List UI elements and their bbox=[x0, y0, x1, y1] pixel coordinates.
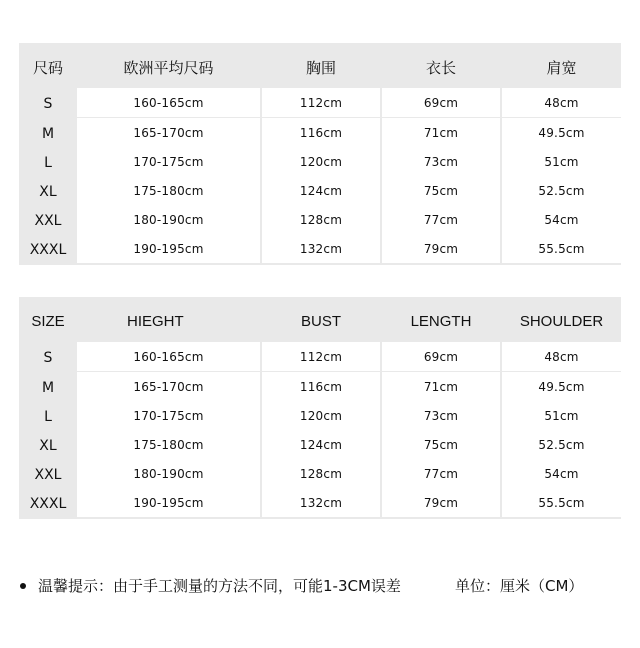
shoulder-cell: 48cm bbox=[502, 88, 621, 117]
length-cell: 77cm bbox=[382, 205, 500, 234]
table-row bbox=[19, 88, 621, 117]
size-label: M bbox=[41, 126, 55, 142]
bust-cell: 132cm bbox=[262, 488, 380, 517]
size-label: XL bbox=[39, 184, 57, 200]
height-cell: 160-165cm bbox=[77, 88, 260, 117]
size-table-english bbox=[19, 297, 621, 519]
bust-cell: 124cm bbox=[262, 176, 380, 205]
length-cell: 79cm bbox=[382, 234, 500, 263]
bust-cell: 128cm bbox=[262, 459, 380, 488]
bust-cell: 112cm bbox=[262, 342, 380, 371]
header-shoulder: SHOULDER bbox=[519, 313, 604, 330]
height-cell: 175-180cm bbox=[77, 430, 260, 459]
height-cell: 170-175cm bbox=[77, 147, 260, 176]
size-label: XXXL bbox=[29, 496, 67, 512]
bust-cell: 124cm bbox=[262, 430, 380, 459]
shoulder-cell: 52.5cm bbox=[502, 430, 621, 459]
length-cell: 71cm bbox=[382, 118, 500, 147]
shoulder-cell: 51cm bbox=[502, 401, 621, 430]
length-cell: 79cm bbox=[382, 488, 500, 517]
shoulder-cell: 51cm bbox=[502, 147, 621, 176]
shoulder-cell: 49.5cm bbox=[502, 372, 621, 401]
header-bust: 胸围 bbox=[305, 59, 336, 77]
header-length: LENGTH bbox=[410, 313, 472, 330]
length-cell: 77cm bbox=[382, 459, 500, 488]
table-row bbox=[19, 430, 621, 459]
bust-cell: 116cm bbox=[262, 372, 380, 401]
bust-cell: 128cm bbox=[262, 205, 380, 234]
table-row bbox=[19, 234, 621, 263]
bust-cell: 132cm bbox=[262, 234, 380, 263]
table-row bbox=[19, 488, 621, 517]
shoulder-cell: 48cm bbox=[502, 342, 621, 371]
shoulder-cell: 54cm bbox=[502, 459, 621, 488]
height-cell: 180-190cm bbox=[77, 205, 260, 234]
length-cell: 75cm bbox=[382, 176, 500, 205]
shoulder-cell: 55.5cm bbox=[502, 234, 621, 263]
size-label: XL bbox=[39, 438, 57, 454]
size-label: XXL bbox=[34, 213, 62, 229]
length-cell: 75cm bbox=[382, 430, 500, 459]
note-text: 温馨提示：由于手工测量的方法不同，可能1-3CM误差 bbox=[38, 577, 401, 595]
bullet-icon bbox=[20, 583, 26, 589]
height-cell: 165-170cm bbox=[77, 118, 260, 147]
length-cell: 73cm bbox=[382, 401, 500, 430]
unit-text: 单位：厘米（CM） bbox=[455, 577, 584, 595]
table-header bbox=[19, 43, 621, 85]
table-row bbox=[19, 459, 621, 488]
shoulder-cell: 54cm bbox=[502, 205, 621, 234]
length-cell: 69cm bbox=[382, 88, 500, 117]
table-row bbox=[19, 205, 621, 234]
length-cell: 69cm bbox=[382, 342, 500, 371]
size-label: XXL bbox=[34, 467, 62, 483]
header-height: 欧洲平均尺码 bbox=[123, 59, 214, 77]
table-row bbox=[19, 401, 621, 430]
table-row bbox=[19, 147, 621, 176]
header-size: 尺码 bbox=[32, 59, 63, 77]
header-bust: BUST bbox=[300, 313, 341, 330]
size-label: L bbox=[44, 409, 52, 425]
size-label: M bbox=[41, 380, 55, 396]
height-cell: 175-180cm bbox=[77, 176, 260, 205]
height-cell: 160-165cm bbox=[77, 342, 260, 371]
header-shoulder: 肩宽 bbox=[546, 59, 577, 77]
header-size: SIZE bbox=[31, 313, 65, 330]
height-cell: 190-195cm bbox=[77, 234, 260, 263]
shoulder-cell: 49.5cm bbox=[502, 118, 621, 147]
header-height: HIEGHT bbox=[127, 313, 184, 330]
table-row bbox=[19, 176, 621, 205]
height-cell: 165-170cm bbox=[77, 372, 260, 401]
length-cell: 73cm bbox=[382, 147, 500, 176]
height-cell: 180-190cm bbox=[77, 459, 260, 488]
bust-cell: 120cm bbox=[262, 147, 380, 176]
table-row bbox=[19, 118, 621, 147]
table-row bbox=[19, 342, 621, 371]
bust-cell: 120cm bbox=[262, 401, 380, 430]
measurement-note bbox=[12, 572, 632, 600]
shoulder-cell: 52.5cm bbox=[502, 176, 621, 205]
header-length: 衣长 bbox=[425, 59, 456, 77]
length-cell: 71cm bbox=[382, 372, 500, 401]
size-label: S bbox=[43, 350, 53, 366]
bust-cell: 112cm bbox=[262, 88, 380, 117]
table-row bbox=[19, 372, 621, 401]
size-label: XXXL bbox=[29, 242, 67, 258]
table-header bbox=[19, 297, 621, 339]
size-label: L bbox=[44, 155, 52, 171]
bust-cell: 116cm bbox=[262, 118, 380, 147]
height-cell: 190-195cm bbox=[77, 488, 260, 517]
size-table-chinese bbox=[19, 43, 621, 265]
size-label: S bbox=[43, 96, 53, 112]
shoulder-cell: 55.5cm bbox=[502, 488, 621, 517]
height-cell: 170-175cm bbox=[77, 401, 260, 430]
